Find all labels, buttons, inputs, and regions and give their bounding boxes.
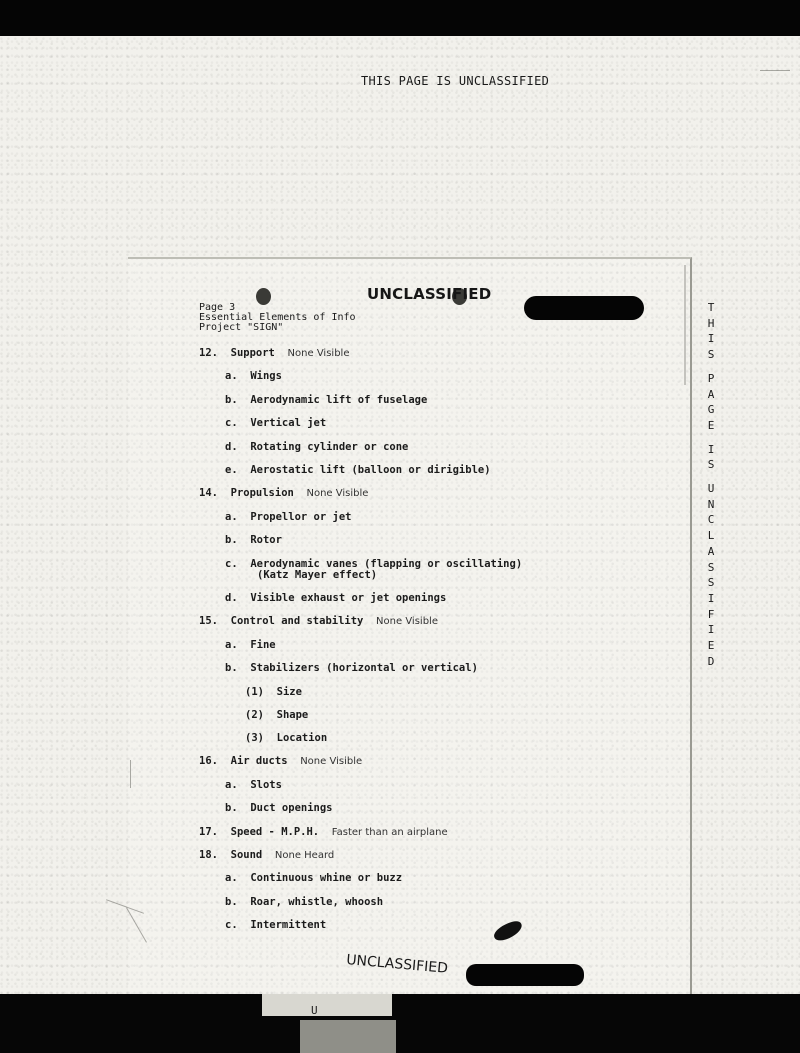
list-item: 18. Sound None Heard: [199, 849, 335, 861]
redaction-bar: [466, 964, 584, 986]
list-item: (3) Location: [245, 732, 328, 744]
page-classification-header: THIS PAGE IS UNCLASSIFIED: [361, 74, 550, 88]
redaction-bar: [524, 296, 644, 320]
list-item: 12. Support None Visible: [199, 347, 350, 359]
list-item: 14. Propulsion None Visible: [199, 487, 369, 499]
list-item: d. Rotating cylinder or cone: [225, 441, 409, 453]
list-item: a. Slots: [225, 779, 282, 791]
list-item: b. Aerodynamic lift of fuselage: [225, 394, 428, 406]
list-item: 16. Air ducts None Visible: [199, 755, 363, 767]
punch-hole: [256, 288, 271, 305]
list-item: (1) Size: [245, 686, 302, 698]
bottom-mark: U: [311, 1004, 318, 1017]
list-item: 15. Control and stability None Visible: [199, 615, 438, 627]
bottom-paper-stub: [300, 1020, 396, 1053]
classification-stamp-bottom: UNCLASSIFIED: [345, 952, 449, 977]
scan-scratch: [130, 760, 131, 788]
list-item: a. Continuous whine or buzz: [225, 872, 403, 884]
list-item: (Katz Mayer effect): [257, 569, 378, 581]
list-item: b. Stabilizers (horizontal or vertical): [225, 662, 478, 674]
scan-scratch: [684, 265, 686, 385]
list-item: 17. Speed - M.P.H. Faster than an airplane: [199, 826, 448, 838]
margin-classification-text: T H I S P A G E I S U N C L A S S I F I E D: [707, 301, 715, 668]
list-item: c. Vertical jet: [225, 417, 327, 429]
top-scan-border: [0, 0, 800, 38]
bottom-paper-strip: [262, 994, 392, 1016]
list-item: b. Duct openings: [225, 802, 333, 814]
list-item: b. Roar, whistle, whoosh: [225, 896, 384, 908]
list-item: a. Wings: [225, 370, 282, 382]
list-item: c. Aerodynamic vanes (flapping or oscillating): [225, 558, 523, 570]
doc-page-number: Page 3: [199, 302, 236, 313]
list-item: b. Rotor: [225, 534, 282, 546]
doc-subject: Essential Elements of Info: [199, 312, 356, 323]
list-item: (2) Shape: [245, 709, 309, 721]
bottom-scan-border: [0, 994, 800, 1053]
list-item: d. Visible exhaust or jet openings: [225, 592, 447, 604]
classification-stamp-top: UNCLASSIFIED: [367, 285, 492, 303]
list-item: a. Fine: [225, 639, 276, 651]
scan-scratch: [760, 70, 790, 71]
list-item: e. Aerostatic lift (balloon or dirigible): [225, 464, 491, 476]
list-item: c. Intermittent: [225, 919, 327, 931]
doc-project: Project "SIGN": [199, 322, 284, 333]
list-item: a. Propellor or jet: [225, 511, 352, 523]
